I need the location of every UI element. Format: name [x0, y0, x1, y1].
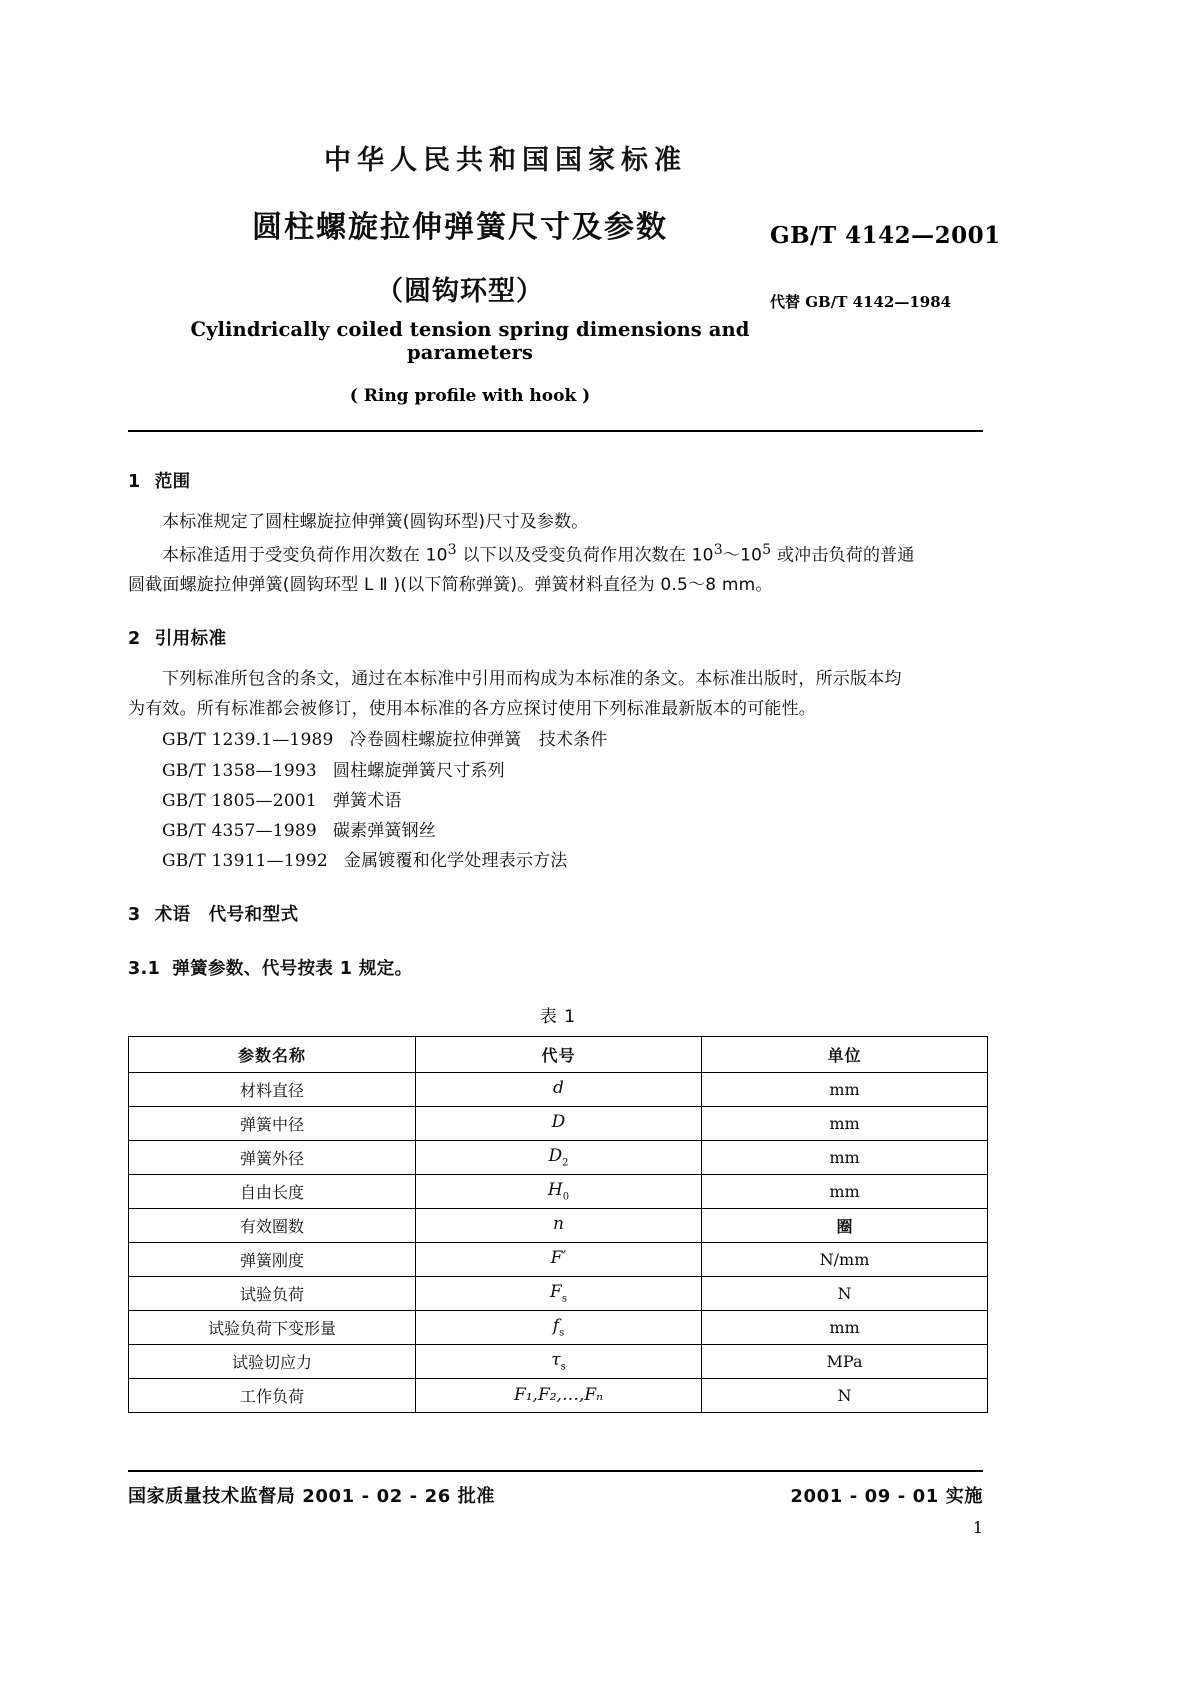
section-1-paragraph-2 [128, 539, 988, 570]
table-header-row [129, 1036, 988, 1072]
reference-name: 弹簧术语 [332, 790, 402, 811]
cell-unit [702, 1276, 988, 1310]
reference-name: 圆柱螺旋弹簧尺寸系列 [332, 760, 505, 781]
document-subtitle-en: ( Ring profile with hook ) [349, 386, 591, 406]
symbol-base: H [547, 1179, 563, 1200]
cell-symbol [416, 1174, 702, 1208]
reference-item [162, 786, 988, 816]
reference-name: 金属镀覆和化学处理表示方法 [343, 851, 568, 872]
table-row [129, 1310, 988, 1344]
section-1-title: 范围 [154, 472, 191, 492]
reference-item [162, 725, 988, 755]
reference-item [162, 756, 988, 786]
section-1-paragraph-1: 本标准规定了圆柱螺旋拉伸弹簧(圆钩环型)尺寸及参数。 [162, 512, 589, 532]
unit-text: N/mm [819, 1249, 870, 1269]
cell-symbol [416, 1140, 702, 1174]
reference-code: GB/T 1239.1—1989 [162, 730, 334, 751]
clause-3-1-number: 3.1 [128, 958, 161, 979]
section-2-number: 2 [128, 629, 141, 650]
clause-3-1 [128, 955, 988, 980]
page-number: 1 [972, 1518, 983, 1537]
cell-unit [702, 1106, 988, 1140]
section-3-number: 3 [128, 904, 141, 925]
reference-code: GB/T 13911—1992 [162, 851, 328, 872]
symbol-base: F′ [550, 1247, 567, 1268]
table-row [129, 1208, 988, 1242]
spacer [128, 601, 988, 625]
document-body [128, 468, 988, 1413]
cell-parameter-name: 材料直径 [129, 1072, 416, 1106]
column-header-unit: 单位 [702, 1036, 988, 1072]
section-1-number: 1 [128, 472, 141, 492]
symbol-base: f [552, 1315, 560, 1336]
table-row [129, 1276, 988, 1310]
section-2-paragraph-line2: 为有效。所有标准都会被修订，使用本标准的各方应探讨使用下列标准最新版本的可能性。 [128, 698, 816, 719]
cell-symbol [416, 1072, 702, 1106]
table-row [129, 1140, 988, 1174]
standard-replaces: 代替 GB/T 4142—1984 [770, 293, 952, 311]
cell-symbol [416, 1208, 702, 1242]
cell-parameter-name: 工作负荷 [129, 1378, 416, 1412]
section-heading-3 [128, 901, 988, 926]
masthead-title: 中华人民共和国国家标准 [324, 145, 687, 176]
title-block [180, 210, 740, 308]
cell-unit [702, 1140, 988, 1174]
cell-symbol [416, 1378, 702, 1412]
reference-code: GB/T 1358—1993 [162, 760, 317, 781]
unit-text: N [837, 1283, 852, 1303]
cell-symbol [416, 1276, 702, 1310]
section-3-title: 术语 代号和型式 [154, 904, 299, 925]
cell-unit [702, 1072, 988, 1106]
cell-parameter-name: 试验负荷 [129, 1276, 416, 1310]
symbol-subscript: 2 [562, 1157, 569, 1169]
reference-name: 冷卷圆柱螺旋拉伸弹簧 技术条件 [349, 730, 608, 751]
clause-3-1-text: 弹簧参数、代号按表 1 规定。 [172, 958, 413, 979]
parameters-table [128, 1036, 988, 1413]
symbol-subscript: 0 [562, 1191, 570, 1203]
reference-item [162, 846, 988, 876]
cell-parameter-name: 弹簧刚度 [129, 1242, 416, 1276]
symbol-base: D [548, 1145, 563, 1166]
cell-parameter-name: 试验负荷下变形量 [129, 1310, 416, 1344]
cell-symbol [416, 1344, 702, 1378]
masthead [0, 138, 1191, 177]
spacer [128, 877, 988, 901]
section-1-paragraph-2-line2: 圆截面螺旋拉伸弹簧(圆钩环型 L Ⅱ )(以下简称弹簧)。弹簧材料直径为 0.5～8 mm。 [128, 574, 773, 595]
document-title-en: Cylindrically coiled tension spring dimensions and parameters [190, 318, 750, 364]
cell-unit [702, 1344, 988, 1378]
cell-unit [702, 1310, 988, 1344]
s1-p2-sup-3: 5 [762, 541, 772, 558]
cell-symbol [416, 1310, 702, 1344]
symbol-base: D [551, 1111, 566, 1132]
cell-unit [702, 1208, 988, 1242]
standard-number-block [770, 222, 1100, 312]
unit-text: mm [829, 1113, 860, 1133]
cell-parameter-name: 试验切应力 [129, 1344, 416, 1378]
symbol-subscript: s [561, 1293, 567, 1305]
unit-text: mm [829, 1147, 860, 1167]
table-row [129, 1174, 988, 1208]
symbol-base: τ [551, 1349, 561, 1370]
section-2-paragraph-line1: 下列标准所包含的条文，通过在本标准中引用而构成为本标准的条文。本标准出版时，所示版本均 [162, 669, 902, 690]
footer-divider [128, 1470, 983, 1472]
s1-p2-sup-1: 3 [447, 541, 457, 558]
s1-p2-c: ～10 [722, 545, 763, 566]
section-heading-2 [128, 625, 988, 650]
s1-p2-sup-2: 3 [713, 541, 723, 558]
symbol-subscript: s [559, 1327, 565, 1339]
cell-parameter-name: 自由长度 [129, 1174, 416, 1208]
approval-statement: 国家质量技术监督局 2001 - 02 - 26 批准 [128, 1486, 495, 1507]
cell-parameter-name: 有效圈数 [129, 1208, 416, 1242]
unit-text: mm [829, 1317, 860, 1337]
table-row [129, 1344, 988, 1378]
symbol-base: d [553, 1077, 564, 1098]
section-2-title: 引用标准 [154, 629, 227, 650]
reference-code: GB/T 4357—1989 [162, 821, 317, 842]
standard-number: GB/T 4142—2001 [770, 222, 1001, 249]
section-heading-1 [128, 468, 988, 493]
unit-text: 圈 [836, 1216, 853, 1236]
table-row [129, 1072, 988, 1106]
table-row [129, 1106, 988, 1140]
s1-p2-d: 或冲击负荷的普通 [771, 545, 915, 566]
symbol-base: F₁,F₂,…,Fₙ [513, 1385, 604, 1406]
reference-name: 碳素弹簧钢丝 [332, 821, 437, 842]
table-body [129, 1072, 988, 1412]
unit-text: mm [829, 1079, 860, 1099]
reference-item [162, 816, 988, 846]
unit-text: N [837, 1385, 852, 1405]
symbol-base: F [550, 1281, 562, 1302]
unit-text: MPa [826, 1351, 863, 1371]
cell-unit [702, 1378, 988, 1412]
implementation-statement: 2001 - 09 - 01 实施 [790, 1486, 983, 1507]
english-title-block [130, 318, 810, 406]
table-row [129, 1242, 988, 1276]
page-footer [128, 1482, 983, 1508]
document-title-cn: 圆柱螺旋拉伸弹簧尺寸及参数 [252, 210, 668, 245]
s1-p2-b: 以下以及受变负荷作用次数在 10 [456, 545, 714, 566]
document-subtitle-cn: （圆钩环型） [376, 275, 544, 307]
cell-symbol [416, 1106, 702, 1140]
unit-text: mm [829, 1181, 860, 1201]
s1-p2-a: 本标准适用于受变负荷作用次数在 10 [162, 545, 448, 566]
table-row [129, 1378, 988, 1412]
cell-parameter-name: 弹簧外径 [129, 1140, 416, 1174]
cell-symbol [416, 1242, 702, 1276]
column-header-parameter-name: 参数名称 [129, 1036, 416, 1072]
cell-unit [702, 1242, 988, 1276]
cell-parameter-name: 弹簧中径 [129, 1106, 416, 1140]
symbol-subscript: s [560, 1361, 566, 1373]
header-divider [128, 430, 983, 432]
symbol-base: n [553, 1213, 564, 1234]
reference-code: GB/T 1805—2001 [162, 790, 317, 811]
table-caption: 表 1 [539, 1006, 577, 1027]
cell-unit [702, 1174, 988, 1208]
column-header-symbol: 代号 [416, 1036, 702, 1072]
spacer [128, 942, 988, 955]
